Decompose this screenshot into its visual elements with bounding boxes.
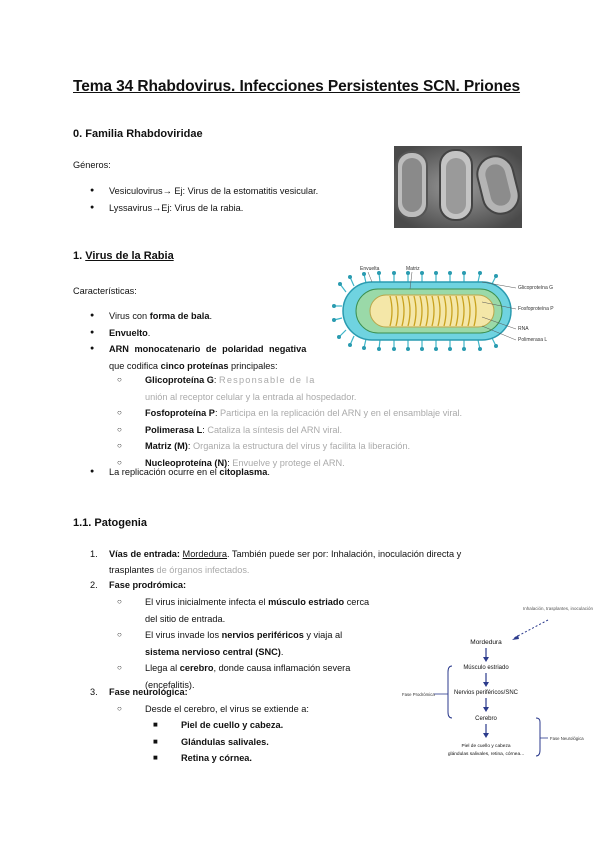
text-bold: Fosfoproteína P xyxy=(145,408,215,418)
text: . También puede ser por: Inhalación, inoculación directa y xyxy=(226,549,462,559)
list-item xyxy=(153,717,381,734)
flow-node-cerebro: Cerebro xyxy=(475,716,497,722)
text-bold: Matriz (M) xyxy=(145,441,188,451)
flow-node-nervios: Nervios periféricos/SNC xyxy=(453,690,519,696)
list-item xyxy=(73,325,323,342)
list-number: 3. xyxy=(90,687,98,697)
text-muted: Participa en la replicación del ARN y en el ensamblaje viral. xyxy=(220,408,463,418)
section-0-heading: 0. Familia Rhabdoviridae xyxy=(73,128,203,140)
text: La replicación ocurre en el xyxy=(109,467,220,477)
text-bold: músculo estriado xyxy=(268,597,345,607)
circle-bullet-icon: ○ xyxy=(117,375,122,384)
text: : xyxy=(202,424,208,435)
text: Llega al xyxy=(145,663,180,673)
text: , donde causa inflamación severa xyxy=(213,663,351,673)
list-item xyxy=(117,594,391,627)
text-bold: Nucleoproteína (N) xyxy=(145,457,228,468)
text-bold: Polimerasa L xyxy=(145,424,203,435)
neurologica-list xyxy=(117,701,391,718)
flow-fase-prodromica: Fase Prodrómica xyxy=(402,692,435,697)
flow-side-note: Inhalación, trasplantes, inoculación xyxy=(522,606,594,611)
text-bold: Glicoproteína G xyxy=(145,375,214,385)
text: : xyxy=(227,457,233,468)
text: trasplantes xyxy=(109,565,157,575)
text: . xyxy=(267,467,270,477)
flow-node-mordedura: Mordedura xyxy=(470,639,502,646)
text: Virus con xyxy=(109,311,150,321)
caracteristicas-label: Características: xyxy=(73,286,137,296)
rabies-virus-structure-diagram xyxy=(332,262,570,360)
text: Desde el cerebro, el virus se extiende a: xyxy=(145,704,309,714)
circle-bullet-icon: ○ xyxy=(117,663,122,672)
patogenia-item-1 xyxy=(90,546,529,578)
section-1-number: 1. xyxy=(73,250,86,262)
text-bold: ARN monocatenario de polaridad negativa xyxy=(109,344,307,354)
list-item xyxy=(117,422,475,439)
circle-bullet-icon: ○ xyxy=(117,704,122,713)
text: (encefalitis). xyxy=(145,679,195,690)
text: y viaja al xyxy=(303,630,343,640)
patogenia-item-3 xyxy=(90,684,188,700)
circle-bullet-icon: ○ xyxy=(117,441,122,450)
rabia-link[interactable]: Virus de la Rabia xyxy=(85,250,174,262)
list-item: ● Vesiculovirus→ Ej: Virus de la estomatitis vesicular. xyxy=(73,183,393,200)
text-muted: Responsable de la xyxy=(219,375,316,385)
text: que codifica xyxy=(109,360,161,371)
list-number: 1. xyxy=(90,549,98,559)
caracteristicas-list xyxy=(73,308,323,374)
text: El virus inicialmente infecta el xyxy=(145,597,269,607)
text: : xyxy=(213,375,220,385)
text-bold: Fase neurológica: xyxy=(109,687,188,697)
text-bold: nervios periféricos xyxy=(221,630,304,640)
text: El virus invade los xyxy=(145,630,222,640)
text: principales: xyxy=(228,360,278,371)
patogenia-flow-diagram xyxy=(398,602,596,768)
replicacion-list xyxy=(73,464,393,481)
flow-node-musculo: Músculo estriado xyxy=(463,665,509,671)
list-item xyxy=(117,627,391,660)
text: del sitio de entrada. xyxy=(145,613,226,624)
flow-node-glandulas: glándulas salivales, retina, córnea... xyxy=(447,752,525,757)
square-bullet-icon: ■ xyxy=(153,720,158,729)
text: . xyxy=(147,327,151,338)
text: cerca xyxy=(344,597,370,607)
text-bold: Piel de cuello y cabeza. xyxy=(181,720,284,730)
diagram-label-fosfo: Fosfoproteína P xyxy=(518,306,554,312)
list-item xyxy=(73,308,323,325)
text-bold: cerebro xyxy=(179,663,214,673)
square-bullet-icon: ■ xyxy=(153,736,158,746)
circle-bullet-icon: ○ xyxy=(117,597,122,606)
section-1-heading xyxy=(73,250,174,262)
circle-bullet-icon: ○ xyxy=(117,630,122,639)
list-item xyxy=(117,405,475,422)
text-muted: Envuelve y protege el ARN. xyxy=(232,457,345,468)
list-item xyxy=(73,341,323,374)
text-bold: Fase prodrómica: xyxy=(109,580,187,590)
proteins-list xyxy=(117,372,475,471)
list-item xyxy=(153,750,381,767)
list-item xyxy=(117,438,475,455)
text-bold: cinco proteínas xyxy=(160,360,229,371)
list-item xyxy=(153,734,381,751)
square-bullet-icon: ■ xyxy=(153,753,158,762)
text-muted: Cataliza la síntesis del ARN viral. xyxy=(207,424,343,435)
text-bold: citoplasma xyxy=(219,467,268,477)
generos-label: Géneros: xyxy=(73,160,111,170)
list-item xyxy=(73,464,393,481)
text: : xyxy=(187,441,193,451)
text-bold: sistema nervioso central (SNC) xyxy=(145,646,281,657)
list-item xyxy=(117,372,475,405)
text-muted: unión al receptor celular y la entrada al hospedador. xyxy=(145,391,357,402)
text-bold: forma de bala xyxy=(149,311,210,321)
text: . xyxy=(280,646,284,657)
flow-fase-neurologica: Fase Neurológica xyxy=(550,736,584,741)
text-bold: Vías de entrada: xyxy=(109,549,180,559)
flow-node-piel: Piel de cuello y cabeza xyxy=(461,744,511,749)
diagram-label-envuelta: Envuelta xyxy=(360,266,380,272)
section-1-1-heading: 1.1. Patogenia xyxy=(73,517,147,529)
text-bold: Retina y córnea. xyxy=(181,753,252,763)
list-item: ● Lyssavirus→Ej: Virus de la rabia. xyxy=(73,200,393,217)
text: : xyxy=(214,408,221,418)
circle-bullet-icon: ○ xyxy=(117,424,122,434)
diagram-label-glico: Glicoproteína G xyxy=(518,285,554,291)
text: . xyxy=(209,311,212,321)
virus-micrograph-image xyxy=(394,146,522,228)
diagram-label-poli: Polimerasa L xyxy=(518,337,548,343)
mordedura-link[interactable]: Mordedura xyxy=(182,549,227,559)
circle-bullet-icon: ○ xyxy=(117,408,122,417)
text-bold: Glándulas salivales. xyxy=(181,736,269,747)
text-muted: de órganos infectados. xyxy=(156,565,250,575)
diagram-label-matriz: Matriz xyxy=(406,266,420,272)
list-number: 2. xyxy=(90,580,98,590)
text-bold: Envuelto xyxy=(109,327,148,338)
neurologica-sublist xyxy=(153,717,381,767)
text-muted: Organiza la estructura del virus y facilita la liberación. xyxy=(192,441,411,451)
list-item xyxy=(117,701,391,718)
circle-bullet-icon: ○ xyxy=(117,457,122,467)
patogenia-item-2 xyxy=(90,577,187,593)
diagram-label-rna: RNA xyxy=(518,326,529,332)
page-title: Tema 34 Rhabdovirus. Infecciones Persistentes SCN. Priones xyxy=(73,78,521,95)
generos-list xyxy=(73,183,393,216)
